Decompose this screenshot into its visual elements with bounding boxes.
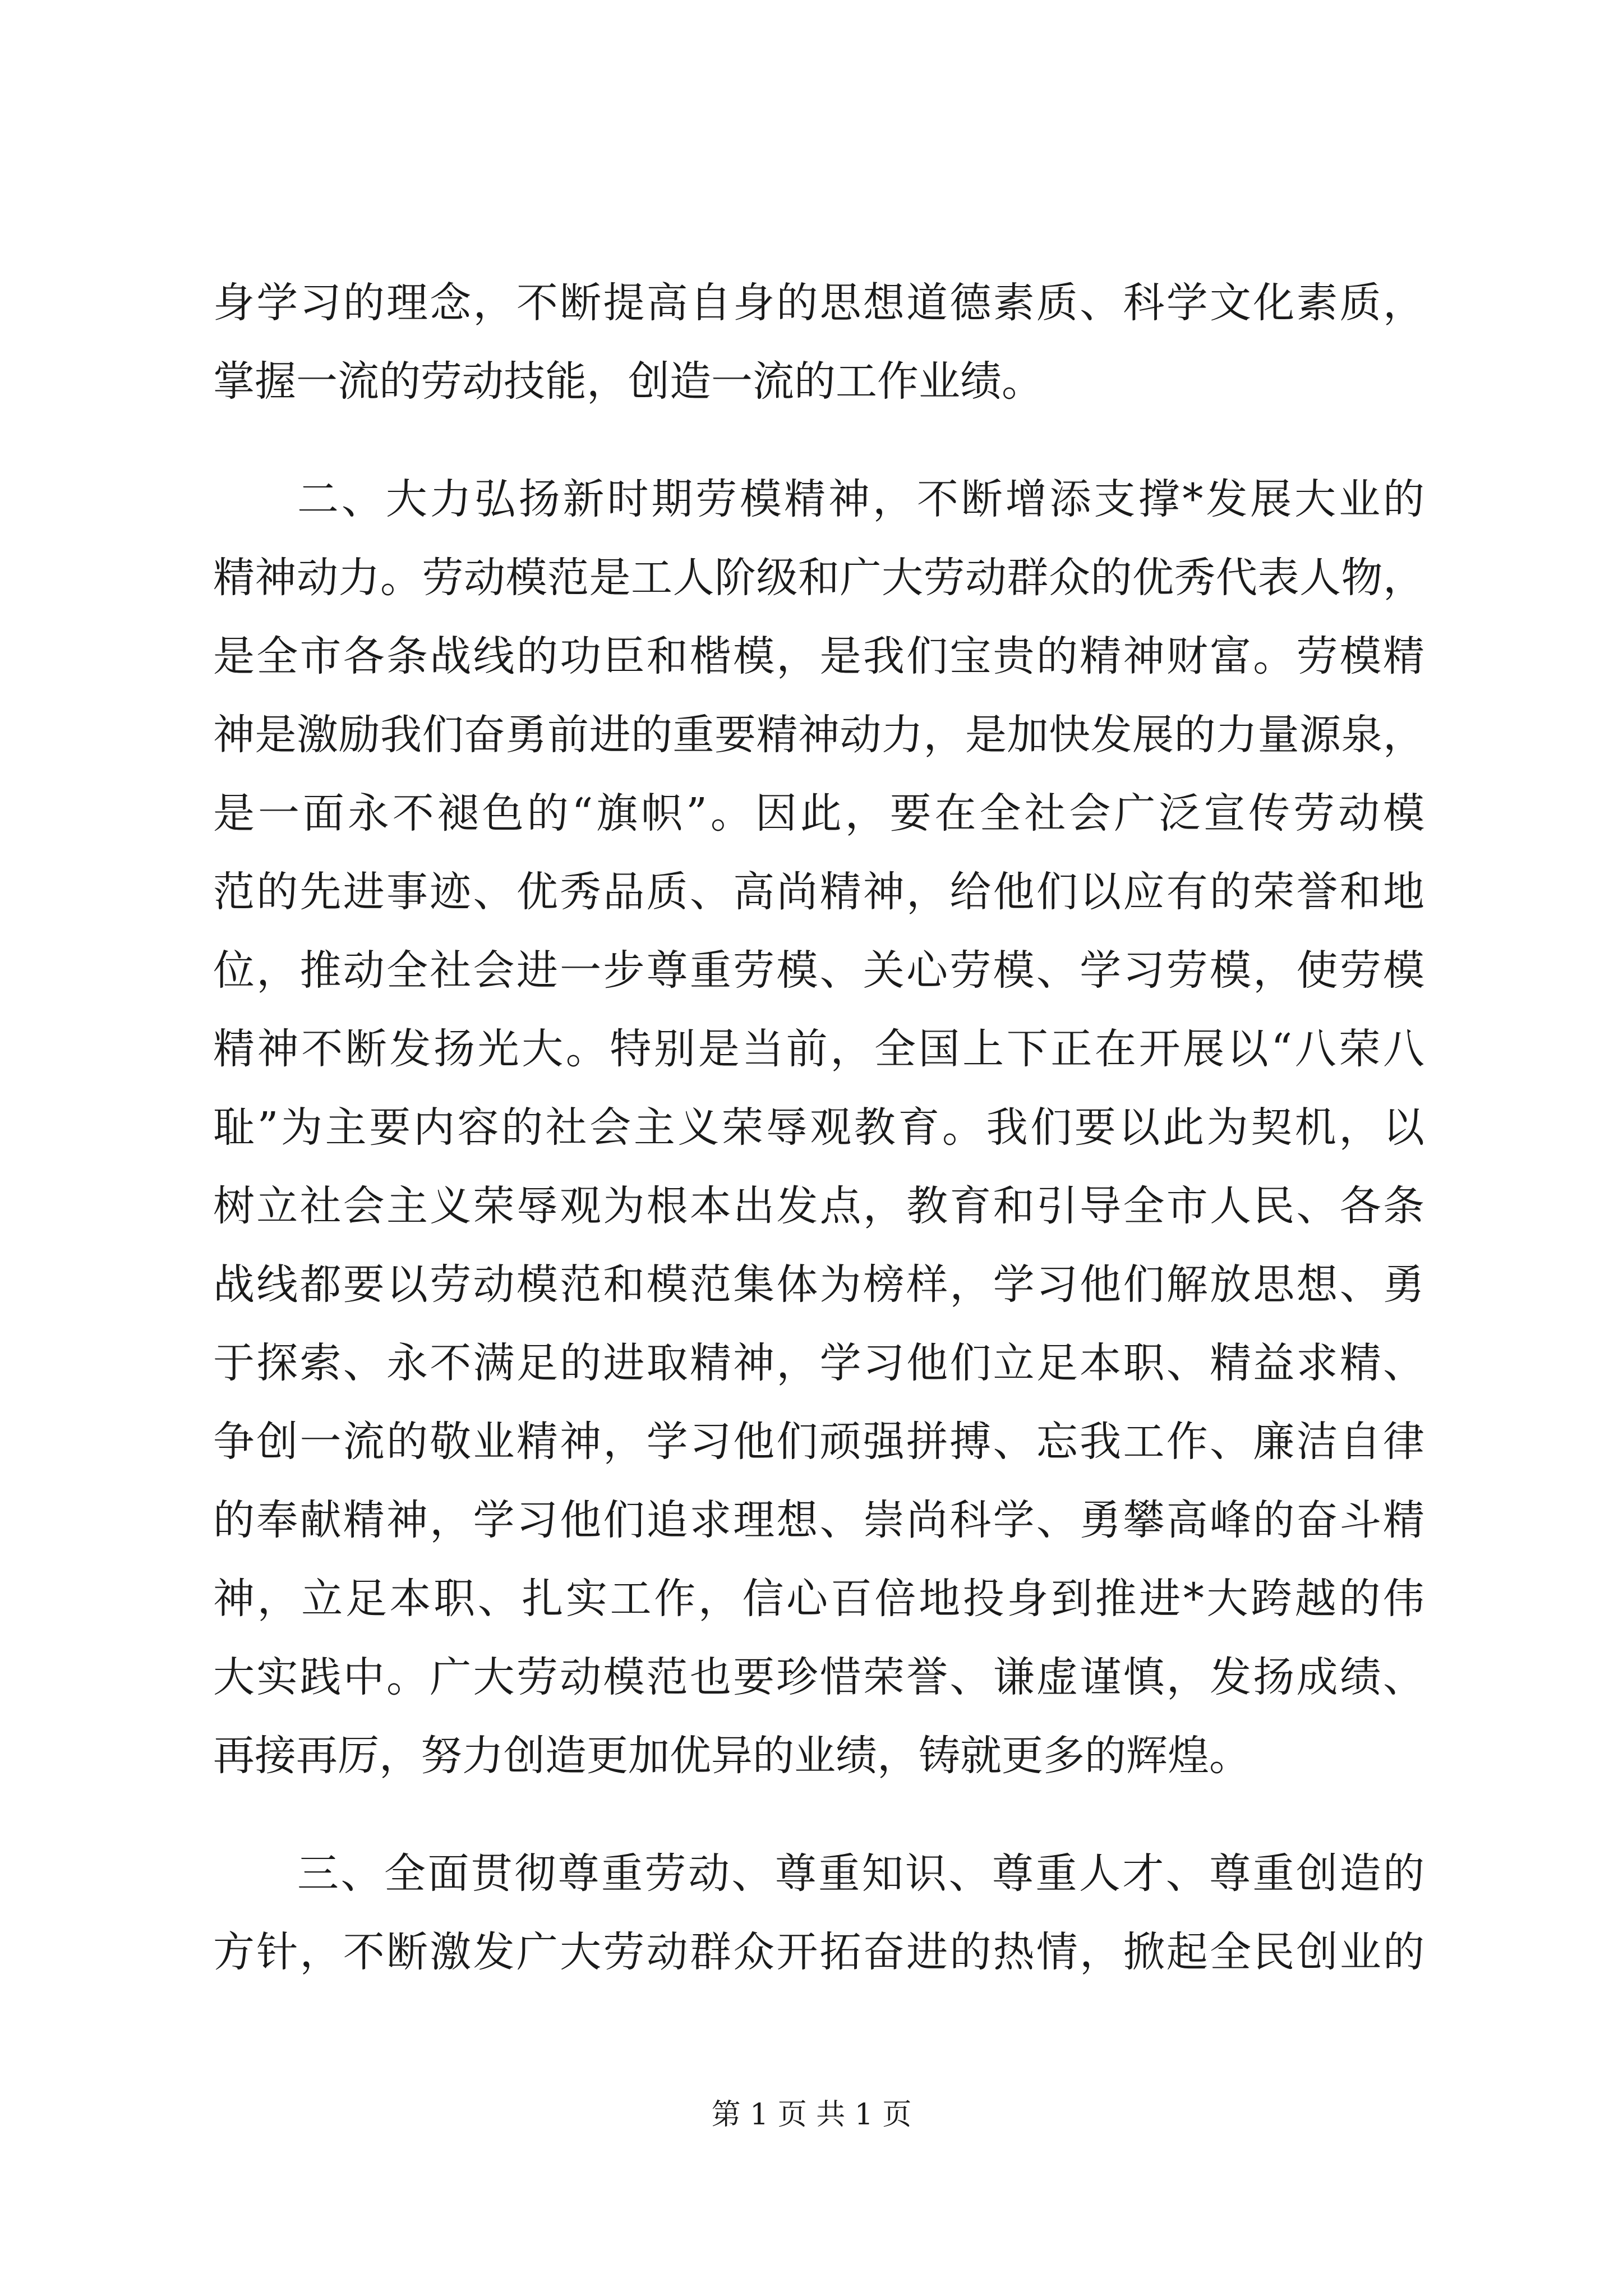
body-line-4: 精神动力。劳动模范是工人阶级和广大劳动群众的优秀代表人物， [213, 554, 1424, 602]
page-number-footer: 第 1 页 共 1 页 [711, 2098, 912, 2132]
body-line-21: 方针，不断激发广大劳动群众开拓奋进的热情，掀起全民创业的 [213, 1928, 1424, 1976]
body-line-19: 再接再厉，努力创造更加优异的业绩，铸就更多的辉煌。 [213, 1732, 1251, 1780]
body-line-8: 范的先进事迹、优秀品质、高尚精神，给他们以应有的荣誉和地 [213, 868, 1424, 916]
body-line-9: 位，推动全社会进一步尊重劳模、关心劳模、学习劳模，使劳模 [213, 946, 1424, 995]
paragraph-2-heading-line: 二、大力弘扬新时期劳模精神，不断增添支撑*发展大业的 [297, 475, 1424, 523]
body-line-15: 争创一流的敬业精神，学习他们顽强拼搏、忘我工作、廉洁自律 [213, 1418, 1424, 1466]
body-line-13: 战线都要以劳动模范和模范集体为榜样，学习他们解放思想、勇 [213, 1260, 1424, 1309]
body-line-10: 精神不断发扬光大。特别是当前，全国上下正在开展以“八荣八 [213, 1025, 1424, 1073]
body-line-5: 是全市各条战线的功臣和楷模，是我们宝贵的精神财富。劳模精 [213, 632, 1424, 680]
body-line-17: 神，立足本职、扎实工作，信心百倍地投身到推进*大跨越的伟 [213, 1575, 1424, 1623]
body-line-18: 大实践中。广大劳动模范也要珍惜荣誉、谦虚谨慎，发扬成绩、 [213, 1653, 1424, 1701]
paragraph-3-heading-line: 三、全面贯彻尊重劳动、尊重知识、尊重人才、尊重创造的 [297, 1849, 1424, 1898]
body-line-1: 身学习的理念，不断提高自身的思想道德素质、科学文化素质， [213, 279, 1424, 327]
body-line-12: 树立社会主义荣辱观为根本出发点，教育和引导全市人民、各条 [213, 1182, 1424, 1230]
body-line-14: 于探索、永不满足的进取精神，学习他们立足本职、精益求精、 [213, 1339, 1424, 1387]
body-line-16: 的奉献精神，学习他们追求理想、崇尚科学、勇攀高峰的奋斗精 [213, 1496, 1424, 1544]
body-line-6: 神是激励我们奋勇前进的重要精神动力，是加快发展的力量源泉， [213, 711, 1424, 759]
body-line-2: 掌握一流的劳动技能，创造一流的工作业绩。 [213, 357, 1043, 406]
body-line-7: 是一面永不褪色的“旗帜”。因此，要在全社会广泛宣传劳动模 [213, 789, 1424, 838]
body-line-11: 耻”为主要内容的社会主义荣辱观教育。我们要以此为契机，以 [213, 1103, 1424, 1152]
